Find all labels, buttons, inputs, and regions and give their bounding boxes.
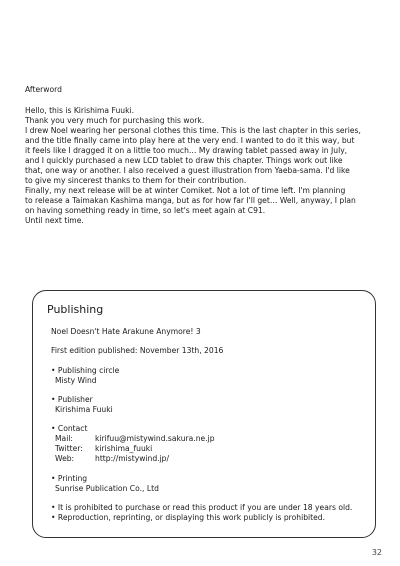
contact-mail [55, 434, 215, 444]
web-key: Web: [55, 454, 75, 463]
circle-label: • Publishing circle [51, 366, 120, 375]
afterword-line: Until next time. [25, 216, 84, 225]
printing-value: Sunrise Publication Co., Ltd [55, 484, 159, 493]
contact-label: • Contact [51, 424, 88, 433]
afterword-line: and I quickly purchased a new LCD tablet to draw this chapter. Things work out like [25, 156, 343, 165]
notice-reproduction: • Reproduction, reprinting, or displaying this work publicly is prohibited. [51, 513, 326, 522]
contact-web [55, 454, 169, 464]
afterword-line: Thank you very much for purchasing this work. [25, 116, 205, 125]
afterword-line: and the title finally came into play here at the very end. I wanted to do it this way, but [25, 136, 355, 145]
afterword-heading: Afterword [25, 85, 62, 94]
publishing-title: Publishing [47, 303, 104, 316]
twitter-value: kirishima_fuuki [95, 444, 153, 453]
afterword-line: to give my sincerest thanks to them for their contribution. [25, 176, 247, 185]
work-title: Noel Doesn't Hate Arakune Anymore! 3 [51, 327, 201, 336]
afterword-line: Hello, this is Kirishima Fuuki. [25, 106, 134, 115]
page-number: 32 [371, 548, 382, 557]
afterword-line: that, one way or another. I also received a guest illustration from Yaeba-sama. I'd like [25, 166, 350, 175]
mail-key: Mail: [55, 434, 73, 443]
afterword-line: I drew Noel wearing her personal clothes this time. This is the last chapter in this series, [25, 126, 361, 135]
twitter-key: Twitter: [55, 444, 83, 453]
first-edition: First edition published: November 13th, 2016 [51, 346, 224, 355]
afterword-line: to release a Taimakan Kashima manga, but as for how far I'll get… Well, anyway, I plan [25, 196, 356, 205]
afterword-section [25, 85, 385, 226]
mail-value: kirifuu@mistywind.sakura.ne.jp [95, 434, 215, 443]
contact-twitter [55, 444, 152, 454]
afterword-line: Finally, my next release will be at winter Comiket. Not a lot of time left. I'm planning [25, 186, 346, 195]
publisher-label: • Publisher [51, 395, 93, 404]
printing-label: • Printing [51, 474, 88, 483]
circle-value: Misty Wind [55, 376, 97, 385]
afterword-line: on having something ready in time, so let's meet again at C91. [25, 206, 266, 215]
notice-age: • It is prohibited to purchase or read this product if you are under 18 years old. [51, 503, 353, 512]
web-value: http://mistywind.jp/ [95, 454, 170, 463]
afterword-line: it feels like I dragged it on a little too much… My drawing tablet passed away in July, [25, 146, 348, 155]
publisher-value: Kirishima Fuuki [55, 405, 113, 414]
publishing-box [32, 290, 376, 538]
